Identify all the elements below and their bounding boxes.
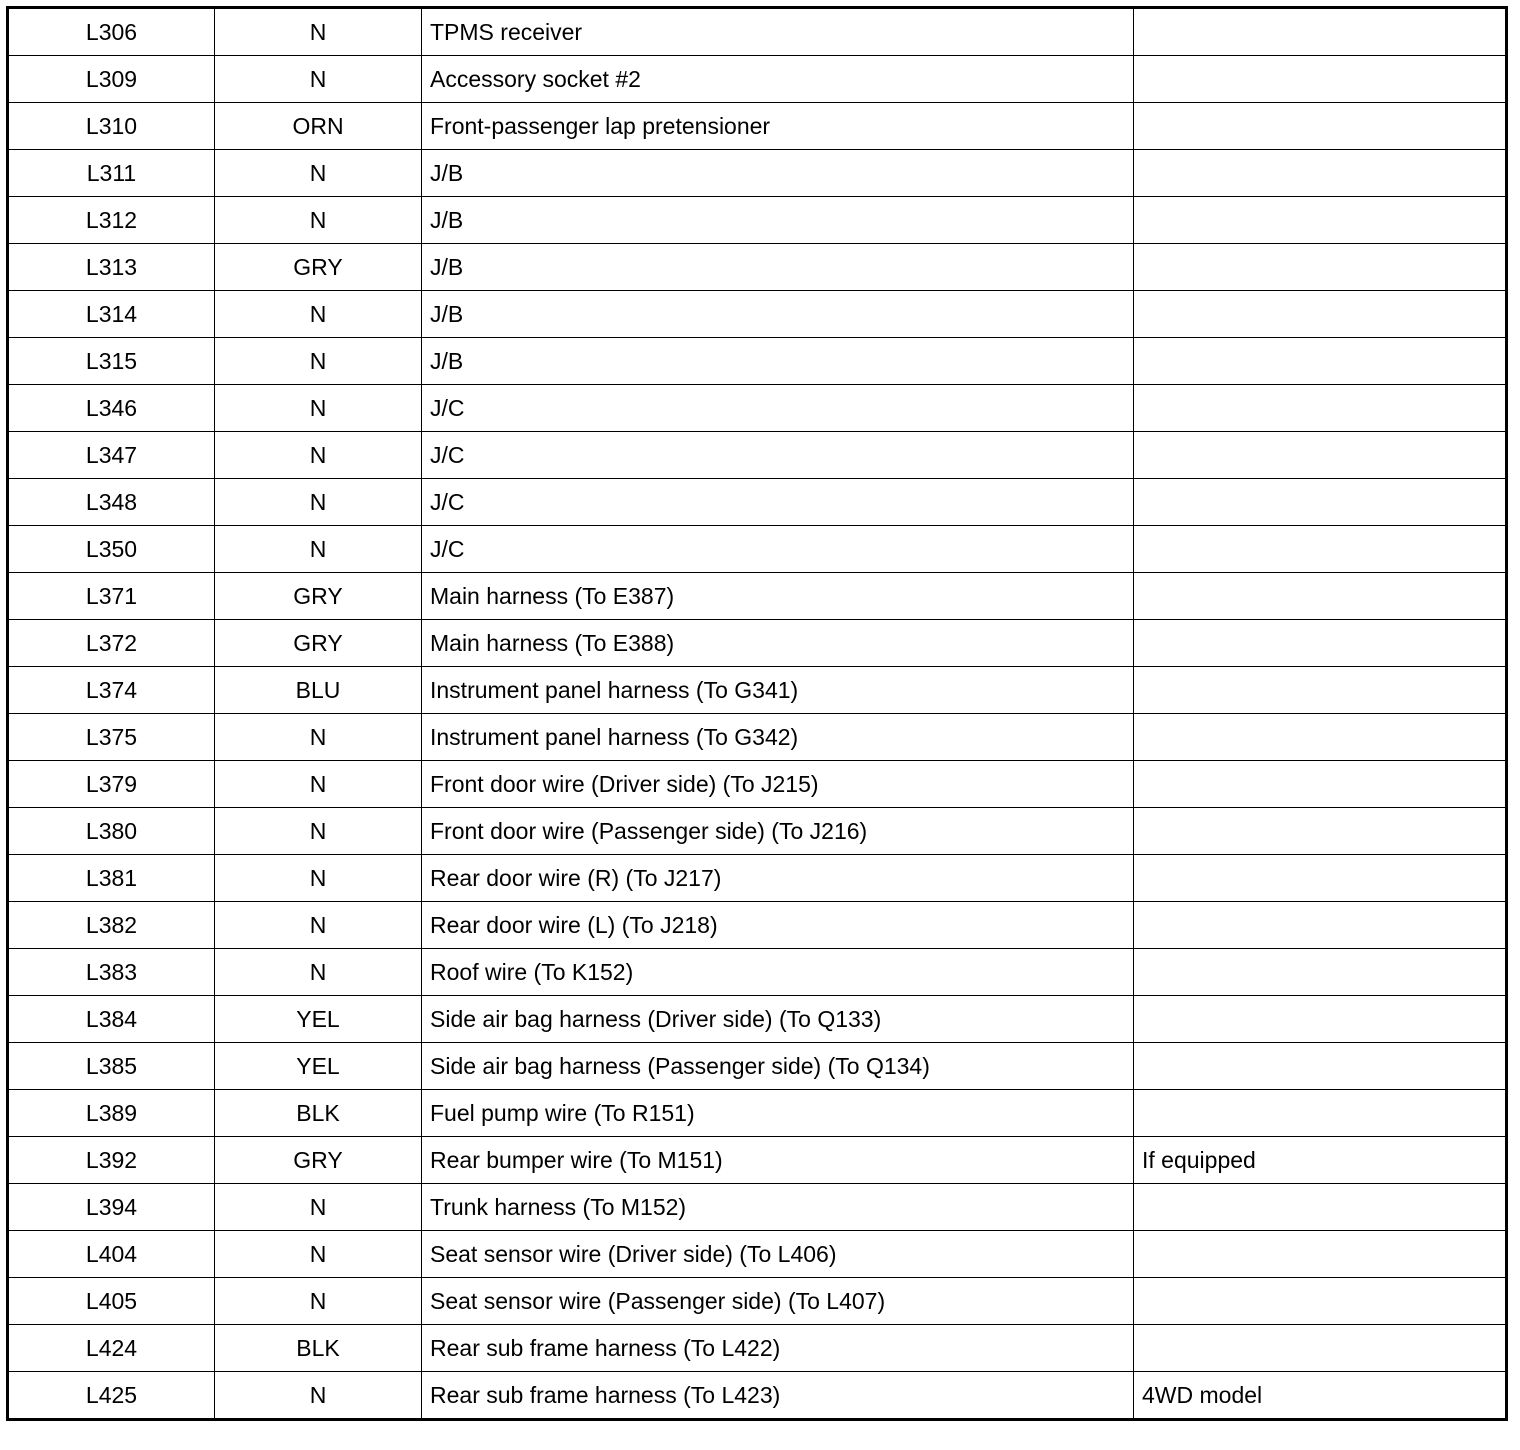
- table-row: [8, 1184, 1507, 1231]
- connector-color-cell: BLK: [215, 1090, 422, 1137]
- connector-description-cell: TPMS receiver: [422, 8, 1134, 56]
- connector-description-cell: J/B: [422, 150, 1134, 197]
- connector-description-cell: Side air bag harness (Driver side) (To Q133): [422, 996, 1134, 1043]
- connector-remarks-cell: [1134, 1090, 1507, 1137]
- connector-description-cell: Rear sub frame harness (To L422): [422, 1325, 1134, 1372]
- connector-code-cell: L425: [8, 1372, 215, 1420]
- table-row: [8, 1231, 1507, 1278]
- connector-code-cell: L347: [8, 432, 215, 479]
- table-row: [8, 1043, 1507, 1090]
- connector-description-cell: Seat sensor wire (Driver side) (To L406): [422, 1231, 1134, 1278]
- connector-code-cell: L384: [8, 996, 215, 1043]
- table-row: [8, 103, 1507, 150]
- connector-remarks-cell: 4WD model: [1134, 1372, 1507, 1420]
- connector-color-cell: N: [215, 479, 422, 526]
- connector-remarks-cell: [1134, 385, 1507, 432]
- connector-code-cell: L389: [8, 1090, 215, 1137]
- table-row: [8, 8, 1507, 56]
- connector-code-cell: L380: [8, 808, 215, 855]
- connector-remarks-cell: [1134, 244, 1507, 291]
- connector-code-cell: L371: [8, 573, 215, 620]
- connector-description-cell: Rear door wire (R) (To J217): [422, 855, 1134, 902]
- connector-description-cell: Fuel pump wire (To R151): [422, 1090, 1134, 1137]
- connector-color-cell: GRY: [215, 1137, 422, 1184]
- table-row: [8, 244, 1507, 291]
- connector-code-cell: L381: [8, 855, 215, 902]
- connector-remarks-cell: [1134, 667, 1507, 714]
- connector-remarks-cell: If equipped: [1134, 1137, 1507, 1184]
- connector-code-cell: L348: [8, 479, 215, 526]
- connector-remarks-cell: [1134, 949, 1507, 996]
- connector-description-cell: J/C: [422, 385, 1134, 432]
- table-row: [8, 197, 1507, 244]
- connector-remarks-cell: [1134, 338, 1507, 385]
- connector-description-cell: Front door wire (Passenger side) (To J216): [422, 808, 1134, 855]
- connector-code-cell: L311: [8, 150, 215, 197]
- table-row: [8, 56, 1507, 103]
- connector-color-cell: N: [215, 1231, 422, 1278]
- connector-color-cell: N: [215, 56, 422, 103]
- connector-description-cell: J/B: [422, 291, 1134, 338]
- table-row: [8, 714, 1507, 761]
- connector-color-cell: GRY: [215, 573, 422, 620]
- connector-code-cell: L314: [8, 291, 215, 338]
- connector-color-cell: N: [215, 808, 422, 855]
- table-row: [8, 620, 1507, 667]
- connector-description-cell: Rear bumper wire (To M151): [422, 1137, 1134, 1184]
- table-row: [8, 855, 1507, 902]
- connector-remarks-cell: [1134, 8, 1507, 56]
- connector-description-cell: Rear door wire (L) (To J218): [422, 902, 1134, 949]
- table-row: [8, 526, 1507, 573]
- connector-remarks-cell: [1134, 808, 1507, 855]
- connector-description-cell: Instrument panel harness (To G342): [422, 714, 1134, 761]
- table-row: [8, 1325, 1507, 1372]
- connector-code-cell: L313: [8, 244, 215, 291]
- table-row: [8, 432, 1507, 479]
- connector-code-cell: L350: [8, 526, 215, 573]
- connector-description-cell: J/C: [422, 432, 1134, 479]
- connector-color-cell: N: [215, 855, 422, 902]
- connector-color-cell: N: [215, 1184, 422, 1231]
- connector-color-cell: N: [215, 949, 422, 996]
- connector-description-cell: Rear sub frame harness (To L423): [422, 1372, 1134, 1420]
- connector-color-cell: GRY: [215, 620, 422, 667]
- connector-remarks-cell: [1134, 902, 1507, 949]
- connector-description-cell: Accessory socket #2: [422, 56, 1134, 103]
- connector-code-cell: L385: [8, 1043, 215, 1090]
- connector-table: [6, 6, 1508, 1421]
- table-row: [8, 1278, 1507, 1325]
- connector-color-cell: N: [215, 338, 422, 385]
- connector-color-cell: N: [215, 150, 422, 197]
- connector-description-cell: Instrument panel harness (To G341): [422, 667, 1134, 714]
- table-row: [8, 949, 1507, 996]
- connector-code-cell: L383: [8, 949, 215, 996]
- connector-color-cell: N: [215, 902, 422, 949]
- connector-code-cell: L315: [8, 338, 215, 385]
- table-row: [8, 479, 1507, 526]
- table-row: [8, 291, 1507, 338]
- connector-color-cell: N: [215, 291, 422, 338]
- table-row: [8, 150, 1507, 197]
- table-row: [8, 1372, 1507, 1420]
- connector-code-cell: L372: [8, 620, 215, 667]
- connector-remarks-cell: [1134, 526, 1507, 573]
- connector-remarks-cell: [1134, 1043, 1507, 1090]
- connector-code-cell: L306: [8, 8, 215, 56]
- connector-color-cell: GRY: [215, 244, 422, 291]
- table-row: [8, 808, 1507, 855]
- connector-code-cell: L374: [8, 667, 215, 714]
- connector-color-cell: ORN: [215, 103, 422, 150]
- connector-remarks-cell: [1134, 714, 1507, 761]
- connector-color-cell: N: [215, 197, 422, 244]
- connector-description-cell: Roof wire (To K152): [422, 949, 1134, 996]
- connector-remarks-cell: [1134, 855, 1507, 902]
- connector-remarks-cell: [1134, 761, 1507, 808]
- connector-description-cell: Front door wire (Driver side) (To J215): [422, 761, 1134, 808]
- table-row: [8, 1137, 1507, 1184]
- connector-remarks-cell: [1134, 150, 1507, 197]
- table-row: [8, 996, 1507, 1043]
- table-body: [8, 8, 1507, 1420]
- connector-code-cell: L379: [8, 761, 215, 808]
- connector-code-cell: L382: [8, 902, 215, 949]
- connector-code-cell: L405: [8, 1278, 215, 1325]
- connector-remarks-cell: [1134, 1278, 1507, 1325]
- connector-remarks-cell: [1134, 197, 1507, 244]
- connector-description-cell: Side air bag harness (Passenger side) (To Q134): [422, 1043, 1134, 1090]
- connector-description-cell: Main harness (To E387): [422, 573, 1134, 620]
- connector-remarks-cell: [1134, 620, 1507, 667]
- connector-color-cell: YEL: [215, 996, 422, 1043]
- connector-color-cell: YEL: [215, 1043, 422, 1090]
- table-row: [8, 338, 1507, 385]
- connector-code-cell: L392: [8, 1137, 215, 1184]
- connector-code-cell: L310: [8, 103, 215, 150]
- connector-remarks-cell: [1134, 103, 1507, 150]
- connector-description-cell: Seat sensor wire (Passenger side) (To L407): [422, 1278, 1134, 1325]
- connector-color-cell: N: [215, 8, 422, 56]
- connector-remarks-cell: [1134, 1184, 1507, 1231]
- connector-remarks-cell: [1134, 291, 1507, 338]
- table-row: [8, 385, 1507, 432]
- connector-color-cell: N: [215, 526, 422, 573]
- connector-remarks-cell: [1134, 432, 1507, 479]
- table-row: [8, 667, 1507, 714]
- connector-code-cell: L424: [8, 1325, 215, 1372]
- connector-description-cell: J/B: [422, 338, 1134, 385]
- connector-description-cell: J/C: [422, 479, 1134, 526]
- connector-description-cell: Main harness (To E388): [422, 620, 1134, 667]
- connector-color-cell: BLK: [215, 1325, 422, 1372]
- connector-code-cell: L309: [8, 56, 215, 103]
- connector-code-cell: L346: [8, 385, 215, 432]
- connector-color-cell: N: [215, 385, 422, 432]
- connector-remarks-cell: [1134, 479, 1507, 526]
- table-row: [8, 573, 1507, 620]
- connector-color-cell: N: [215, 432, 422, 479]
- connector-code-cell: L394: [8, 1184, 215, 1231]
- connector-color-cell: N: [215, 1372, 422, 1420]
- connector-remarks-cell: [1134, 996, 1507, 1043]
- connector-remarks-cell: [1134, 1325, 1507, 1372]
- connector-code-cell: L312: [8, 197, 215, 244]
- connector-color-cell: BLU: [215, 667, 422, 714]
- connector-description-cell: J/C: [422, 526, 1134, 573]
- connector-remarks-cell: [1134, 573, 1507, 620]
- connector-description-cell: J/B: [422, 244, 1134, 291]
- table-row: [8, 902, 1507, 949]
- connector-code-cell: L404: [8, 1231, 215, 1278]
- table-row: [8, 1090, 1507, 1137]
- connector-description-cell: Front-passenger lap pretensioner: [422, 103, 1134, 150]
- connector-code-cell: L375: [8, 714, 215, 761]
- connector-description-cell: Trunk harness (To M152): [422, 1184, 1134, 1231]
- connector-color-cell: N: [215, 714, 422, 761]
- table-row: [8, 761, 1507, 808]
- connector-color-cell: N: [215, 761, 422, 808]
- connector-remarks-cell: [1134, 1231, 1507, 1278]
- connector-color-cell: N: [215, 1278, 422, 1325]
- connector-remarks-cell: [1134, 56, 1507, 103]
- connector-description-cell: J/B: [422, 197, 1134, 244]
